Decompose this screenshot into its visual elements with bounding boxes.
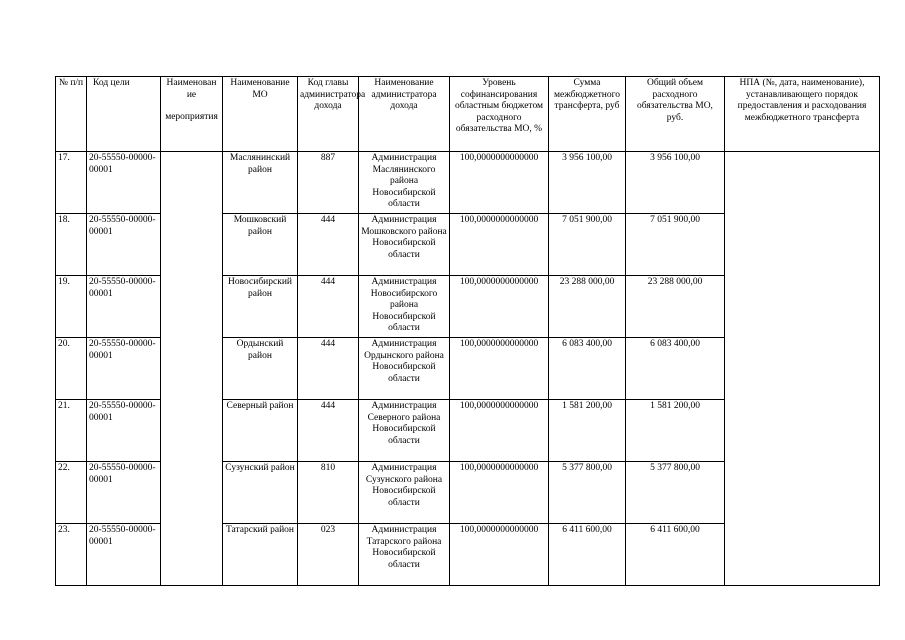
row-total: 6 083 400,00 — [626, 338, 725, 400]
row-goal-code: 20-55550-00000-00001 — [87, 152, 161, 214]
row-goal-code: 20-55550-00000-00001 — [87, 214, 161, 276]
row-admin-code: 444 — [298, 276, 359, 338]
row-goal-code: 20-55550-00000-00001 — [87, 524, 161, 586]
row-mo: Татарский район — [223, 524, 298, 586]
row-num: 22. — [56, 462, 87, 524]
row-goal-code: 20-55550-00000-00001 — [87, 276, 161, 338]
header-event-name-line2: мероприятия — [165, 112, 218, 122]
header-npa: НПА (№, дата, наименование), устанавливающего порядок предоставления и расходования межбюджетного трансферта — [725, 77, 880, 152]
row-admin-name: Администрация Мошковского района Новосибирской области — [359, 214, 450, 276]
row-admin-code: 444 — [298, 400, 359, 462]
table-row — [56, 152, 880, 214]
event-name-cell — [161, 152, 223, 586]
header-num: № п/п — [56, 77, 87, 152]
row-level: 100,0000000000000 — [450, 338, 549, 400]
row-admin-code: 887 — [298, 152, 359, 214]
row-goal-code: 20-55550-00000-00001 — [87, 338, 161, 400]
header-admin-name: Наименование администратора дохода — [359, 77, 450, 152]
row-level: 100,0000000000000 — [450, 276, 549, 338]
row-sum: 7 051 900,00 — [549, 214, 626, 276]
row-goal-code: 20-55550-00000-00001 — [87, 462, 161, 524]
row-total: 5 377 800,00 — [626, 462, 725, 524]
row-level: 100,0000000000000 — [450, 462, 549, 524]
row-sum: 6 083 400,00 — [549, 338, 626, 400]
row-admin-name: Администрация Новосибирского района Новосибирской области — [359, 276, 450, 338]
row-admin-code: 444 — [298, 338, 359, 400]
row-num: 17. — [56, 152, 87, 214]
row-admin-name: Администрация Сузунского района Новосибирской области — [359, 462, 450, 524]
header-goal-code: Код цели — [87, 77, 161, 152]
header-mo-name: Наименование МО — [223, 77, 298, 152]
row-num: 23. — [56, 524, 87, 586]
row-sum: 5 377 800,00 — [549, 462, 626, 524]
row-level: 100,0000000000000 — [450, 400, 549, 462]
row-admin-code: 023 — [298, 524, 359, 586]
row-admin-name: Администрация Северного района Новосибирской области — [359, 400, 450, 462]
row-num: 19. — [56, 276, 87, 338]
header-cofin-level: Уровень софинансирования областным бюджетом расходного обязательства МО, % — [450, 77, 549, 152]
npa-cell — [725, 152, 880, 586]
row-total: 23 288 000,00 — [626, 276, 725, 338]
row-level: 100,0000000000000 — [450, 214, 549, 276]
row-admin-name: Администрация Ордынского района Новосибирской области — [359, 338, 450, 400]
row-mo: Новосибирский район — [223, 276, 298, 338]
row-sum: 1 581 200,00 — [549, 400, 626, 462]
header-transfer-sum: Сумма межбюджетного трансферта, руб — [549, 77, 626, 152]
row-sum: 3 956 100,00 — [549, 152, 626, 214]
row-total: 1 581 200,00 — [626, 400, 725, 462]
transfer-table — [55, 76, 880, 586]
header-admin-code: Код главы администратора дохода — [298, 77, 359, 152]
row-total: 7 051 900,00 — [626, 214, 725, 276]
row-sum: 6 411 600,00 — [549, 524, 626, 586]
row-num: 18. — [56, 214, 87, 276]
row-mo: Сузунский район — [223, 462, 298, 524]
row-admin-code: 810 — [298, 462, 359, 524]
table-header-row — [56, 77, 880, 152]
row-total: 6 411 600,00 — [626, 524, 725, 586]
row-mo: Ордынский район — [223, 338, 298, 400]
header-event-name-line1: Наименован ие — [166, 78, 217, 100]
header-total-obligation: Общий объем расходного обязательства МО, руб. — [626, 77, 725, 152]
row-mo: Мошковский район — [223, 214, 298, 276]
row-num: 20. — [56, 338, 87, 400]
row-sum: 23 288 000,00 — [549, 276, 626, 338]
row-admin-name: Администрация Татарского района Новосибирской области — [359, 524, 450, 586]
row-admin-code: 444 — [298, 214, 359, 276]
row-num: 21. — [56, 400, 87, 462]
row-mo: Северный район — [223, 400, 298, 462]
row-total: 3 956 100,00 — [626, 152, 725, 214]
row-admin-name: Администрация Маслянинского района Новосибирской области — [359, 152, 450, 214]
header-event-name — [161, 77, 223, 152]
row-goal-code: 20-55550-00000-00001 — [87, 400, 161, 462]
row-mo: Маслянинский район — [223, 152, 298, 214]
row-level: 100,0000000000000 — [450, 524, 549, 586]
row-level: 100,0000000000000 — [450, 152, 549, 214]
